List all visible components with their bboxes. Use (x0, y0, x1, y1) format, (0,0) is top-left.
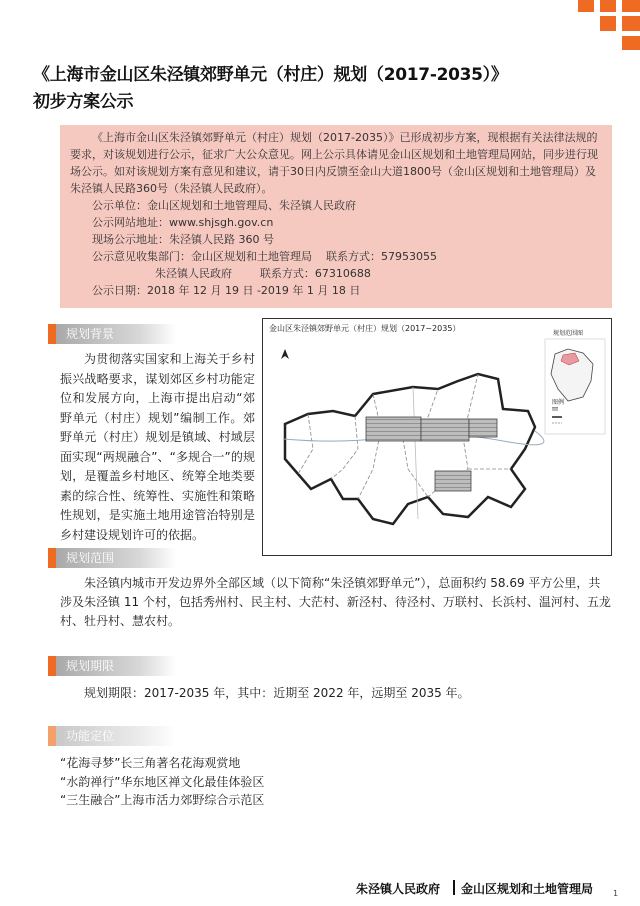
urban-zone-3 (469, 419, 497, 437)
map-location-label: 规划范围图 (553, 330, 584, 337)
notice-dept-2: 朱泾镇人民政府 联系方式：67310688 (92, 267, 371, 280)
function-item: “三生融合”上海市活力郊野综合示范区 (60, 793, 265, 807)
section-heading-background (48, 324, 176, 344)
town-boundary (285, 374, 535, 524)
period-text: 规划期限：2017-2035 年，其中：近期至 2022 年，远期至 2035 年。 (84, 686, 470, 700)
planning-map (262, 318, 612, 556)
section-heading-function (48, 726, 176, 746)
title-line-2: 初步方案公示 (33, 92, 134, 112)
map-drawing (263, 319, 611, 555)
function-item: “花海寻梦”长三角著名花海观赏地 (60, 756, 241, 770)
section-heading-label: 功能定位 (56, 726, 176, 746)
notice-publisher: 公示单位：金山区规划和土地管理局、朱泾镇人民政府 (92, 199, 356, 212)
section-heading-scope (48, 548, 176, 568)
notice-site: 现场公示地址：朱泾镇人民路 360 号 (92, 233, 274, 246)
notice-dept-1: 公示意见收集部门：金山区规划和土地管理局 联系方式：57953055 (92, 250, 437, 263)
function-item: “水韵禅行”华东地区禅文化最佳体验区 (60, 774, 265, 789)
urban-zone-4 (435, 471, 471, 491)
map-title: 金山区朱泾镇郊野单元（村庄）规划（2017~2035） (269, 324, 461, 333)
urban-zone-2 (421, 419, 469, 441)
urban-zone-1 (366, 417, 421, 441)
map-legend-label: 图例 (552, 399, 565, 406)
footer-planning-bureau: 金山区规划和土地管理局 (461, 882, 594, 896)
section-heading-label: 规划期限 (56, 656, 176, 676)
footer-town-government: 朱泾镇人民政府 (356, 882, 441, 896)
section-heading-period (48, 656, 176, 676)
scope-text: 朱泾镇内城市开发边界外全部区域（以下简称“朱泾镇郊野单元”），总面积约 58.69 平方公里，共涉及朱泾镇 11 个村，包括秀州村、民主村、大茫村、新泾村、待泾村、万联村、长浜村、温河村、五龙村、牡丹村、慧农村。 (60, 576, 611, 628)
notice-dates: 公示日期：2018 年 12 月 19 日 -2019 年 1 月 18 日 (92, 284, 361, 297)
notice-intro: 《上海市金山区朱泾镇郊野单元（村庄）规划（2017-2035）》已形成初步方案，现根据有关法律法规的要求，对该规划进行公示，征求广大公众意见。网上公示具体请见金山区规划和土地管理局网站，同步进行现场公示。如对该规划方案有意见和建议，请于30日内反馈至金山大道1800号（金山区规划和土地管理局）及朱泾镇人民路360号（朱泾镇人民政府）。 (70, 131, 598, 195)
background-text: 为贯彻落实国家和上海关于乡村振兴战略要求，谋划郊区乡村功能定位和发展方向，上海市提出启动“郊野单元（村庄）规划”编制工作。郊野单元（村庄）规划是镇域、村域层面实现“两规融合”、“多规合一”的规划，是覆盖乡村地区、统筹全地类要素的综合性、统筹性、实施性和策略性规划，是实施土地用途管治特别是乡村建设规划许可的依据。 (60, 352, 255, 542)
title-line-1: 《上海市金山区朱泾镇郊野单元（村庄）规划（2017-2035）》 (33, 65, 508, 85)
notice-website: 公示网站地址：www.shjsgh.gov.cn (92, 216, 274, 229)
notice-box (60, 125, 612, 308)
page-title (33, 62, 613, 116)
footer-separator (453, 880, 455, 895)
north-arrow (281, 349, 289, 359)
section-heading-label: 规划背景 (56, 324, 176, 344)
section-heading-label: 规划范围 (56, 548, 176, 568)
function-list (60, 754, 264, 810)
page-number: 1 (613, 889, 619, 898)
